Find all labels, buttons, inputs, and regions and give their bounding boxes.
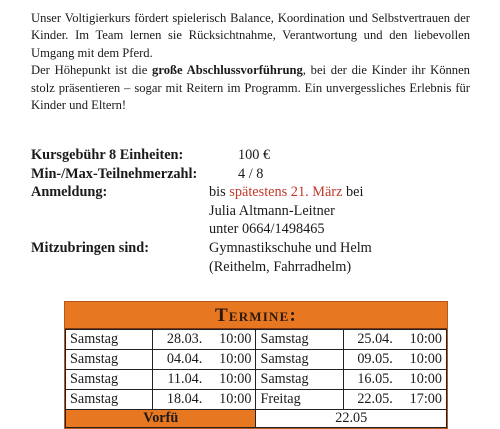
course-info (31, 146, 481, 276)
termin-time: 10:00 (206, 370, 256, 390)
termin-time: 10:00 (397, 370, 447, 390)
table-row (66, 390, 447, 410)
termin-day: Samstag (66, 390, 153, 410)
registration-row (31, 183, 481, 202)
table-row-partial (66, 410, 447, 428)
fee-row (31, 146, 481, 165)
termin-date: 18.04. (153, 390, 207, 410)
contact-phone-row (31, 220, 481, 239)
termin-date: 16.05. (343, 370, 397, 390)
contact-name: Julia Altmann-Leitner (209, 202, 335, 219)
termin-day: Samstag (256, 350, 343, 370)
termin-time: 10:00 (206, 350, 256, 370)
bring-line-2: (Reithelm, Fahrradhelm) (209, 258, 352, 275)
participants-row (31, 165, 481, 184)
registration-value (209, 183, 363, 202)
table-row (66, 330, 447, 350)
termin-day: Samstag (66, 330, 153, 350)
intro-text (31, 10, 470, 114)
intro-paragraph-2 (31, 62, 470, 114)
termin-time: 10:00 (206, 390, 256, 410)
termin-date: 04.04. (153, 350, 207, 370)
termin-date: 11.04. (153, 370, 207, 390)
participants-value: 4 / 8 (238, 165, 264, 182)
table-row (66, 350, 447, 370)
intro-p2-highlight: große Abschlussvorführung (152, 63, 303, 78)
contact-name-row (31, 202, 481, 221)
termin-day: Freitag (256, 390, 343, 410)
registration-prefix: bis (209, 184, 230, 201)
intro-p2-start: Der Höhepunkt ist die (31, 63, 153, 78)
registration-suffix: bei (342, 184, 364, 201)
intro-p2-end: , bei der die Kinder ihr Können stolz präsentieren – sogar mit Reitern im Programm. Ein unvergessliches Erlebnis für Kinder und Eltern! (31, 63, 470, 113)
termin-time: 10:00 (397, 330, 447, 350)
termin-date: 25.04. (343, 330, 397, 350)
termin-day: Samstag (256, 330, 343, 350)
table-row (66, 370, 447, 390)
termin-time: 17:00 (397, 390, 447, 410)
intro-paragraph-1: Unser Voltigierkurs fördert spielerisch Balance, Koordination und Selbstvertrauen der Kinder. Im Team lernen sie Rücksichtnahme, Verantwortung und den liebevollen Umgang mit dem Pferd. (31, 11, 470, 60)
bring-row (31, 239, 481, 258)
termine-title: Termine: (65, 302, 447, 329)
bring-label: Mitzubringen sind: (31, 239, 149, 256)
registration-label: Anmeldung: (31, 184, 108, 201)
termin-partial-left: Vorfü (66, 410, 256, 428)
participants-label: Min-/Max-Teilnehmerzahl: (31, 165, 198, 182)
termin-date: 09.05. (343, 350, 397, 370)
termin-date: 22.05. (343, 390, 397, 410)
termin-partial-right: 22.05 (256, 410, 447, 428)
bring-row-2 (31, 258, 481, 277)
termin-time: 10:00 (397, 350, 447, 370)
termin-day: Samstag (66, 370, 153, 390)
termin-day: Samstag (256, 370, 343, 390)
contact-phone: unter 0664/1498465 (209, 221, 325, 238)
fee-label: Kursgebühr 8 Einheiten: (31, 147, 184, 163)
termin-date: 28.03. (153, 330, 207, 350)
fee-value: 100 € (238, 147, 271, 163)
termin-time: 10:00 (206, 330, 256, 350)
termine-table (65, 329, 447, 428)
registration-deadline: spätestens 21. März (229, 184, 343, 201)
termin-day: Samstag (66, 350, 153, 370)
bring-line-1: Gymnastikschuhe und Helm (209, 239, 372, 256)
termine-box (64, 301, 448, 429)
